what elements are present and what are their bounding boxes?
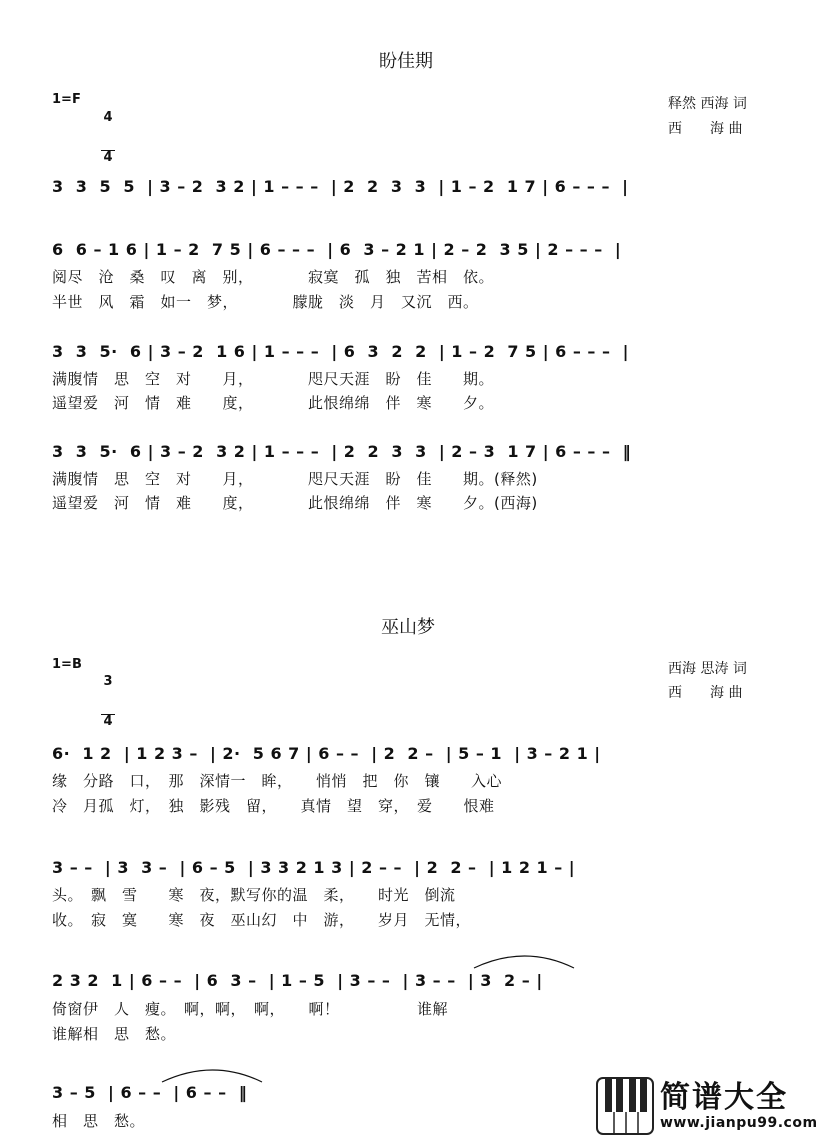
song1-system-4-notes: 3 3 5· 6 | 3 – 2 3 2 | 1 – – – | 2 2 3 3 | 2 – 3 1 7 | 6 – – – ‖ [52, 442, 632, 461]
watermark-url: www.jianpu99.com [660, 1115, 818, 1131]
song2-system-1-notes: 6· 1 2 | 1 2 3 – | 2· 5 6 7 | 6 – – | 2 2 – | 5 – 1 | 3 – 2 1 | [52, 744, 601, 763]
song1-system-2-notes: 6 6 – 1 6 | 1 – 2 7 5 | 6 – – – | 6 3 – 2 1 | 2 – 2 3 5 | 2 – – – | [52, 240, 622, 259]
song1-time-signature [101, 85, 115, 177]
song2-credit-music: 西 海 曲 [668, 685, 743, 701]
song1-title: 盼佳期 [379, 51, 433, 72]
song1-system-1-notes: 3 3 5 5 | 3 – 2 3 2 | 1 – – – | 2 2 3 3 | 1 – 2 1 7 | 6 – – – | [52, 177, 629, 196]
song1-system-4-lyric-1: 满腹情 思 空 对 月， 咫尺天涯 盼 佳 期。(释然) [52, 470, 538, 488]
piano-keys-icon [596, 1076, 654, 1136]
song2-key: 1=B [52, 657, 82, 672]
song2-system-3-lyric-2: 谁解相 思 愁。 [52, 1025, 177, 1043]
song2-system-2-lyric-1: 头。 飘 雪 寒 夜，默写你的温 柔， 时光 倒流 [52, 886, 456, 904]
song1-system-3-lyric-1: 满腹情 思 空 对 月， 咫尺天涯 盼 佳 期。 [52, 370, 495, 388]
song1-time-top: 4 [103, 110, 113, 125]
song2-time-bottom: 4 [101, 714, 115, 728]
song1-system-4-lyric-2: 遥望爱 河 情 难 度， 此恨绵绵 伴 寒 夕。(西海) [52, 494, 538, 512]
song1-credit-music: 西 海 曲 [668, 121, 743, 137]
song1-system-3-lyric-2: 遥望爱 河 情 难 度， 此恨绵绵 伴 寒 夕。 [52, 394, 495, 412]
slur-mark-1 [470, 950, 580, 970]
song2-system-2-notes: 3 – – | 3 3 – | 6 – 5 | 3 3 2 1 3 | 2 – – | 2 2 – | 1 2 1 – | [52, 858, 576, 877]
song1-credit-lyrics: 释然 西海 词 [668, 96, 747, 112]
song1-system-3-notes: 3 3 5· 6 | 3 – 2 1 6 | 1 – – – | 6 3 2 2 | 1 – 2 7 5 | 6 – – – | [52, 342, 629, 361]
song2-time-signature [101, 649, 115, 741]
song1-system-2-lyric-1: 阅尽 沧 桑 叹 离 别， 寂寞 孤 独 苦相 依。 [52, 268, 495, 286]
song2-system-1-lyric-2: 冷 月孤 灯， 独 影残 留， 真情 望 穿， 爱 恨难 [52, 797, 495, 815]
song2-system-1-lyric-1: 缘 分路 口， 那 深情一 眸， 悄悄 把 你 镶 入心 [52, 772, 503, 790]
song2-credit-lyrics: 西海 思涛 词 [668, 661, 747, 677]
slur-mark-2 [158, 1064, 268, 1084]
song1-key: 1=F [52, 92, 81, 107]
song2-system-4-notes: 3 – 5 | 6 – – | 6 – – ‖ [52, 1083, 248, 1102]
watermark-brand: 简谱大全 [660, 1080, 788, 1115]
song2-system-4-lyric-1: 相 思 愁。 [52, 1112, 146, 1130]
song2-title: 巫山梦 [381, 617, 435, 638]
song2-system-3-notes: 2 3 2 1 | 6 – – | 6 3 – | 1 – 5 | 3 – – | 3 – – | 3 2 – | [52, 971, 543, 990]
song2-system-2-lyric-2: 收。 寂 寞 寒 夜 巫山幻 中 游， 岁月 无情， [52, 911, 472, 929]
song2-time-top: 3 [103, 674, 113, 689]
song1-system-2-lyric-2: 半世 风 霜 如一 梦， 朦胧 淡 月 又沉 西。 [52, 293, 479, 311]
song1-time-bottom: 4 [101, 150, 115, 164]
song2-system-3-lyric-1: 倚窗伊 人 瘦。 啊，啊， 啊， 啊！ 谁解 [52, 1000, 449, 1018]
